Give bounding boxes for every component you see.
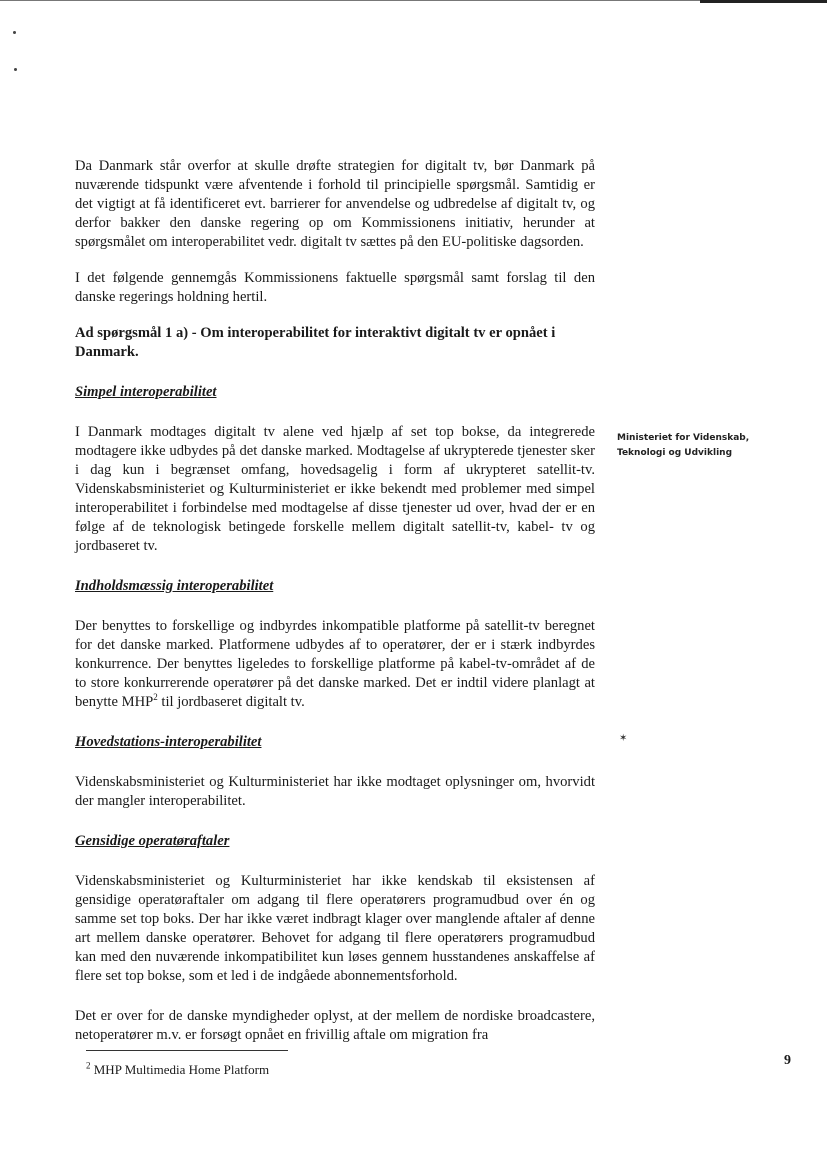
document-body [75, 157, 595, 1045]
section-title-headend: Hovedstations-interoperabilitet [75, 734, 262, 750]
top-edge-line-bold [700, 0, 827, 3]
footnote [86, 1062, 269, 1078]
section-title-content: Indholdsmæssig interoperabilitet [75, 578, 274, 594]
ministry-name-line-1: Ministeriet for Videnskab, [617, 433, 750, 443]
footnote-separator [86, 1050, 288, 1051]
section-title-simple: Simpel interoperabilitet [75, 384, 217, 400]
question-heading: Ad spørgsmål 1 a) - Om interoperabilitet for interaktivt digitalt tv er opnået i Danmark. [75, 325, 556, 360]
footnote-text: MHP Multimedia Home Platform [90, 1062, 270, 1077]
intro-paragraph-2: I det følgende gennemgås Kommissionens faktuelle spørgsmål samt forslag til den danske regerings holdning hertil. [75, 270, 595, 305]
ministry-name-line-2: Teknologi og Udvikling [617, 448, 733, 458]
section-text-headend: Videnskabsministeriet og Kulturministeriet har ikke modtaget oplysninger om, hvorvidt der mangler interoperabilitet. [75, 774, 595, 809]
content-text-after: til jordbaseret digitalt tv. [157, 694, 305, 710]
scan-dot [14, 68, 17, 71]
intro-paragraph-1: Da Danmark står overfor at skulle drøfte strategien for digitalt tv, bør Danmark på nuværende tidspunkt være afventende i forhold til principielle spørgsmål. Samtidig er det vigtigt at få identificeret evt. barrierer for anvendelse og udbredelse af digitalt tv, og derfor bakker den danske regering op om Kommissionens initiativ, herunder at spørgsmålet om interoperabilitet vedr. digitalt tv sættes på den EU-politiske dagsorden. [75, 158, 595, 250]
section-text-agreements-1: Videnskabsministeriet og Kulturministeriet har ikke kendskab til eksistensen af gensidige operatøraftaler om adgang til flere operatørers programudbud over én og samme set top boks. Der har ikke været indbragt klager over manglende aftaler af denne art mellem danske operatører. Behovet for adgang til flere operatørers programudbud kan med den nuværende inkompatibilitet kun løses gennem husstandenes anskaffelse af flere set top bokse, som et led i de indgåede abonnementsforhold. [75, 873, 595, 984]
ministry-sidebar [617, 431, 797, 461]
page-number: 9 [784, 1053, 791, 1068]
section-text-simple: I Danmark modtages digitalt tv alene ved hjælp af set top bokse, da integrerede modtagere ikke udbydes på det danske marked. Modtagelse af ukrypterede tjenester sker i dag kun i begrænset omfang, hovedsagelig i form af ukrypteret satellit-tv. Videnskabsministeriet og Kulturministeriet er ikke bekendt med problemer med simpel interoperabilitet i forbindelse med modtagelse af disse tjenester ud over, hvad der er en følge af de teknologisk betingede forskelle mellem digitalt satellit-tv, kabel- tv og jordbaseret tv. [75, 424, 595, 554]
scan-mark-icon: ✶ [619, 733, 628, 744]
section-text-content [75, 617, 595, 712]
footnote-reference: 2 [153, 692, 158, 703]
section-title-agreements: Gensidige operatøraftaler [75, 833, 230, 849]
footnote-number: 2 [86, 1060, 91, 1071]
scan-dot [13, 31, 16, 34]
section-text-agreements-2: Det er over for de danske myndigheder oplyst, at der mellem de nordiske broadcastere, netoperatører m.v. er forsøgt opnået en frivillig aftale om migration fra [75, 1008, 595, 1043]
content-text-before: Der benyttes to forskellige og indbyrdes inkompatible platforme på satellit-tv beregnet for det danske marked. Platformene udbydes af to operatører, der er i stærk indbyrdes konkurrence. Der benyttes ligeledes to forskellige platforme på kabel-tv-området af de to store konkurrerende operatører på det danske marked. Det er indtil videre planlagt at benytte MHP [75, 618, 595, 710]
